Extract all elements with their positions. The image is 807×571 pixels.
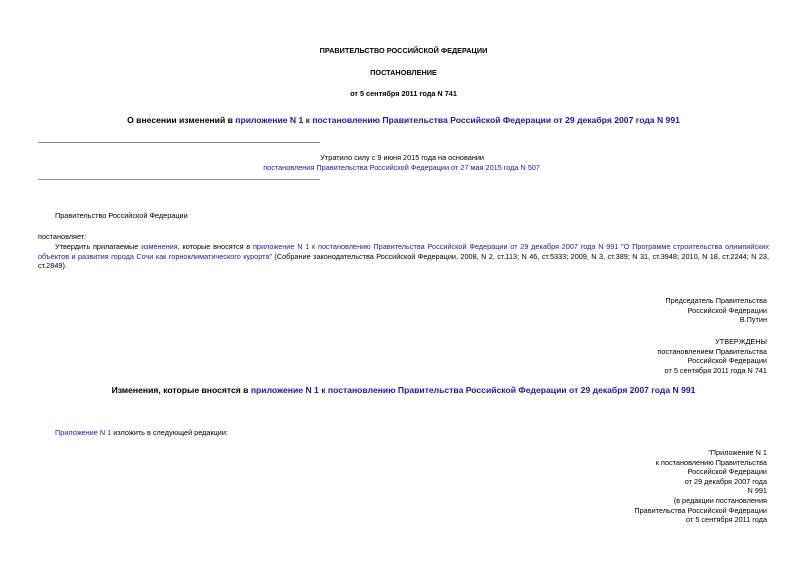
document-date-number: от 5 сентября 2011 года N 741	[350, 89, 457, 98]
preamble-issuer: Правительство Российской Федерации	[55, 211, 188, 220]
changes-heading-prefix: Изменения, которые вносятся в	[111, 385, 251, 395]
instruction-text: изложить в следующей редакции:	[111, 428, 228, 437]
divider-top	[38, 142, 320, 143]
appendix-link[interactable]: приложение N 1 к постановлению Правительства Российской Федерации от 29 декабря 2007 года N 991 "О Программе строительства олимпийских объектов и развития города Сочи как горноклиматического курорта"	[38, 242, 770, 261]
approved-line-3: Российской Федерации	[687, 356, 767, 366]
appendix-reference-block	[634, 448, 767, 525]
changes-heading-link[interactable]: приложение N 1 к постановлению Правительства Российской Федерации от 29 декабря 2007 года N 991	[250, 385, 696, 395]
body-text-3: (Собрание законодательства Российской Федерации, 2008, N 2, ст.113; N 46, ст.5333; 2009, N 3, ст.389; N 31, ст.3948; 2010, N 18, ст.2244; N 23, ст.2849).	[38, 251, 769, 271]
status-note-link[interactable]: постановления Правительства Российской Федерации от 27 мая 2015 года N 507	[263, 163, 540, 172]
document-title	[0, 116, 807, 126]
title-link[interactable]: приложение N 1 к постановлению Правительства Российской Федерации от 29 декабря 2007 года N 991	[235, 115, 680, 125]
instruction-link[interactable]: Приложение N 1	[55, 428, 112, 437]
signature-line-2: Российской Федерации	[687, 305, 767, 315]
appendix-ref-line-5: N 991	[747, 486, 767, 496]
signature-line-1: Председатель Правительства	[665, 296, 767, 305]
changes-link[interactable]: изменения	[141, 242, 178, 251]
preamble-decides: постановляет:	[38, 232, 87, 241]
changes-heading	[0, 386, 807, 396]
instruction-line	[55, 428, 228, 438]
body-paragraph	[38, 242, 769, 271]
approved-line-2: постановлением Правительства	[657, 346, 767, 356]
body-text-2: , которые вносятся в	[177, 242, 253, 251]
approved-line-4: от 5 сентября 2011 года N 741	[664, 365, 767, 375]
signature-name: В.Путин	[739, 315, 767, 325]
approved-block	[657, 337, 767, 375]
document-type-heading: ПОСТАНОВЛЕНИЕ	[370, 68, 437, 77]
appendix-ref-line-7: Правительства Российской Федерации	[634, 505, 767, 515]
appendix-ref-line-6: (в редакции постановления	[673, 495, 767, 505]
body-text-1: Утвердить прилагаемые	[55, 242, 142, 251]
appendix-ref-line-8: от 5 сентября 2011 года	[686, 515, 767, 525]
appendix-ref-line-4: от 29 декабря 2007 года	[684, 476, 767, 486]
approved-line-1: УТВЕРЖДЕНЫ	[715, 337, 767, 346]
appendix-ref-line-2: к постановлению Правительства	[655, 457, 767, 467]
title-prefix: О внесении изменений в	[127, 115, 236, 125]
status-note-text: Утратило силу с 9 июня 2015 года на основании	[320, 153, 484, 162]
government-heading: ПРАВИТЕЛЬСТВО РОССИЙСКОЙ ФЕДЕРАЦИИ	[319, 46, 488, 55]
signature-block	[665, 296, 767, 325]
appendix-ref-line-1: "Приложение N 1	[708, 448, 767, 457]
appendix-ref-line-3: Российской Федерации	[687, 467, 767, 477]
divider-bottom	[38, 179, 320, 180]
